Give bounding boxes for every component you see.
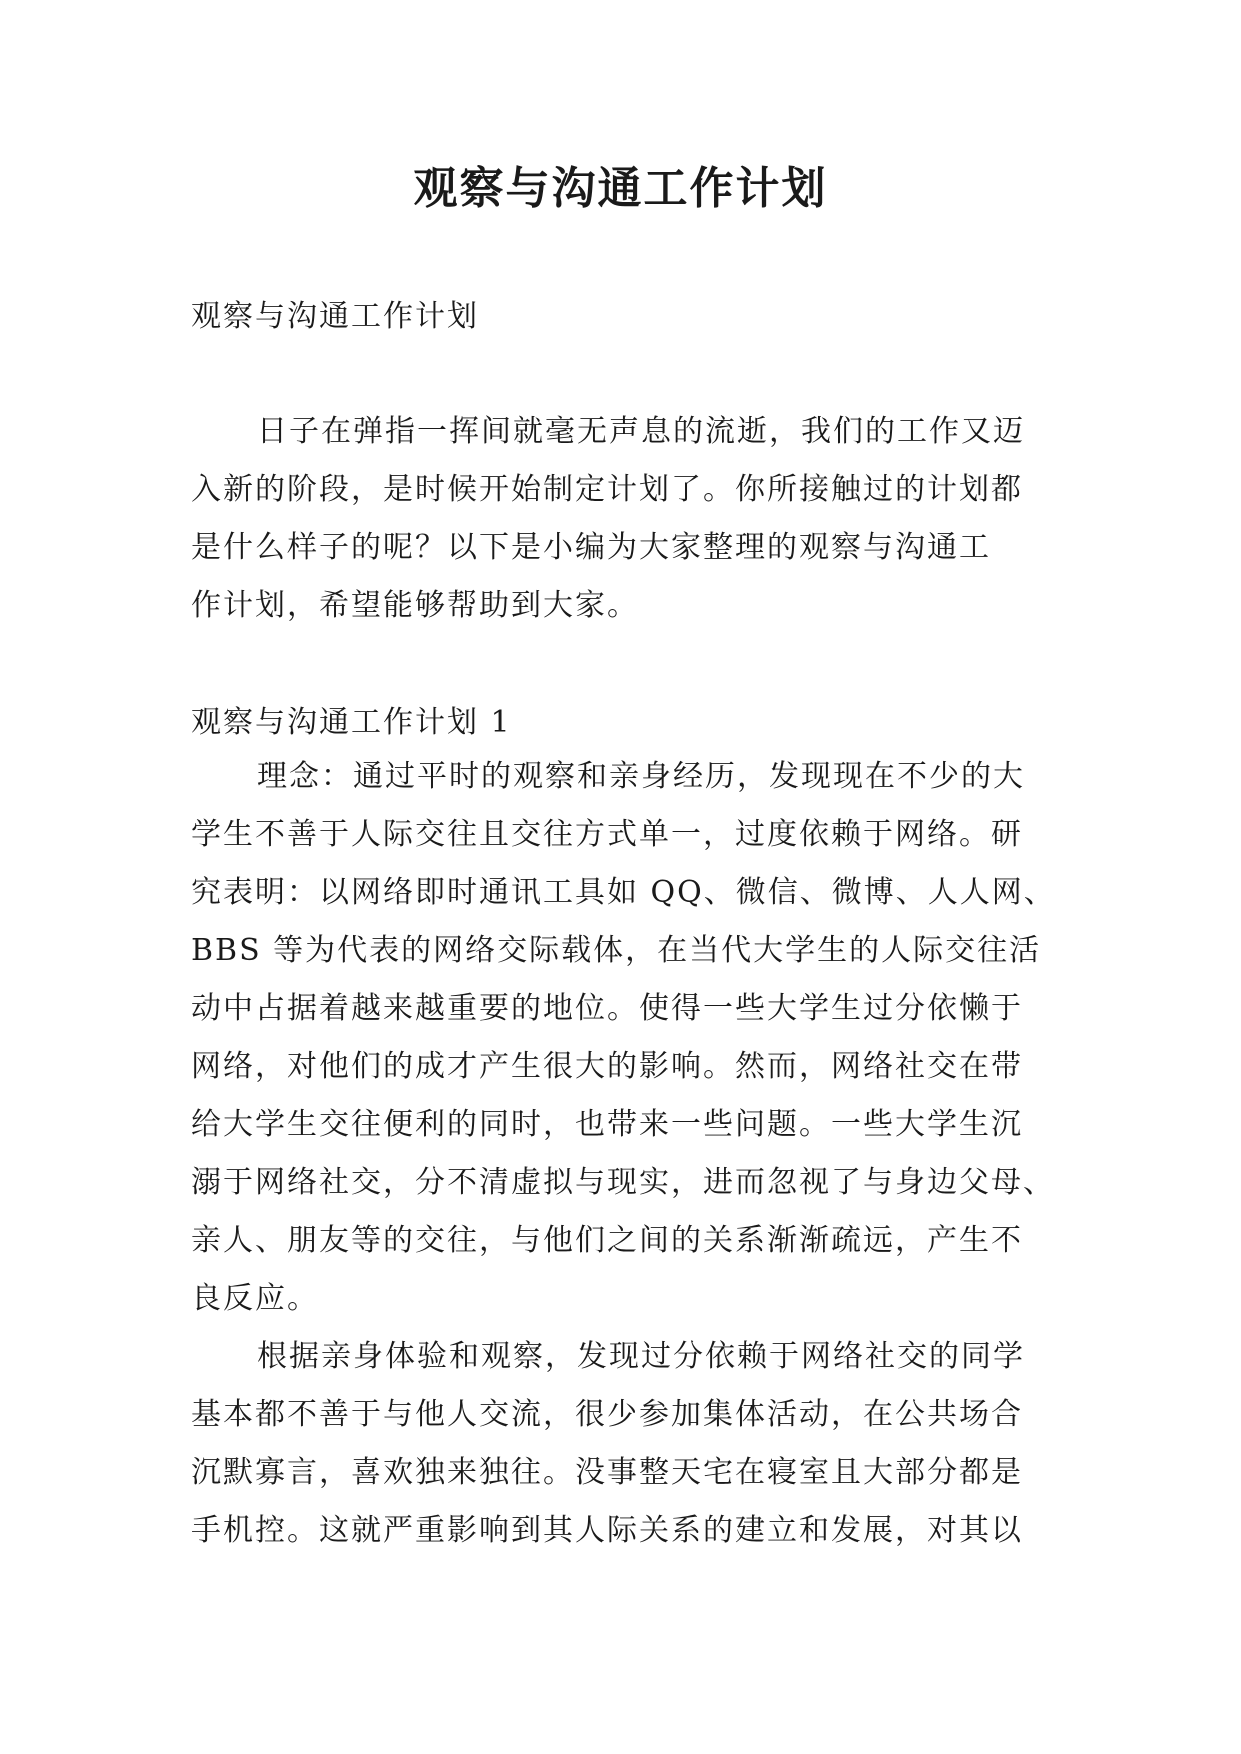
intro-line: 作计划，希望能够帮助到大家。 <box>191 588 639 623</box>
paragraph-line: 究表明：以网络即时通讯工具如 QQ、微信、微博、人人网、 <box>191 875 1056 910</box>
paragraph-line: 溺于网络社交，分不清虚拟与现实，进而忽视了与身边父母、 <box>191 1165 1055 1200</box>
body-paragraph-observation <box>191 1328 1057 1560</box>
body-paragraph-concept <box>191 748 1057 1328</box>
intro-line: 是什么样子的呢？以下是小编为大家整理的观察与沟通工 <box>191 530 991 565</box>
paragraph-line: 学生不善于人际交往且交往方式单一，过度依赖于网络。研 <box>191 817 1023 852</box>
paragraph-line: BBS 等为代表的网络交际载体，在当代大学生的人际交往活 <box>191 933 1042 968</box>
paragraph-line: 理念：通过平时的观察和亲身经历，发现现在不少的大 <box>257 759 1025 794</box>
intro-line: 日子在弹指一挥间就毫无声息的流逝，我们的工作又迈 <box>257 414 1025 449</box>
paragraph-line: 手机控。这就严重影响到其人际关系的建立和发展，对其以 <box>191 1513 1023 1548</box>
paragraph-line: 给大学生交往便利的同时，也带来一些问题。一些大学生沉 <box>191 1107 1023 1142</box>
intro-line: 入新的阶段，是时候开始制定计划了。你所接触过的计划都 <box>191 472 1023 507</box>
paragraph-line: 动中占据着越来越重要的地位。使得一些大学生过分依懒于 <box>191 991 1023 1026</box>
document-title: 观察与沟通工作计划 <box>413 163 828 214</box>
document-subtitle: 观察与沟通工作计划 <box>191 299 479 334</box>
paragraph-line: 基本都不善于与他人交流，很少参加集体活动，在公共场合 <box>191 1397 1023 1432</box>
paragraph-line: 沉默寡言，喜欢独来独往。没事整天宅在寝室且大部分都是 <box>191 1455 1023 1490</box>
paragraph-line: 良反应。 <box>191 1281 319 1316</box>
paragraph-line: 网络，对他们的成才产生很大的影响。然而，网络社交在带 <box>191 1049 1023 1084</box>
section-heading: 观察与沟通工作计划 1 <box>191 705 512 740</box>
paragraph-line: 根据亲身体验和观察，发现过分依赖于网络社交的同学 <box>257 1339 1025 1374</box>
paragraph-line: 亲人、朋友等的交往，与他们之间的关系渐渐疏远，产生不 <box>191 1223 1023 1258</box>
intro-paragraph <box>191 403 1057 635</box>
